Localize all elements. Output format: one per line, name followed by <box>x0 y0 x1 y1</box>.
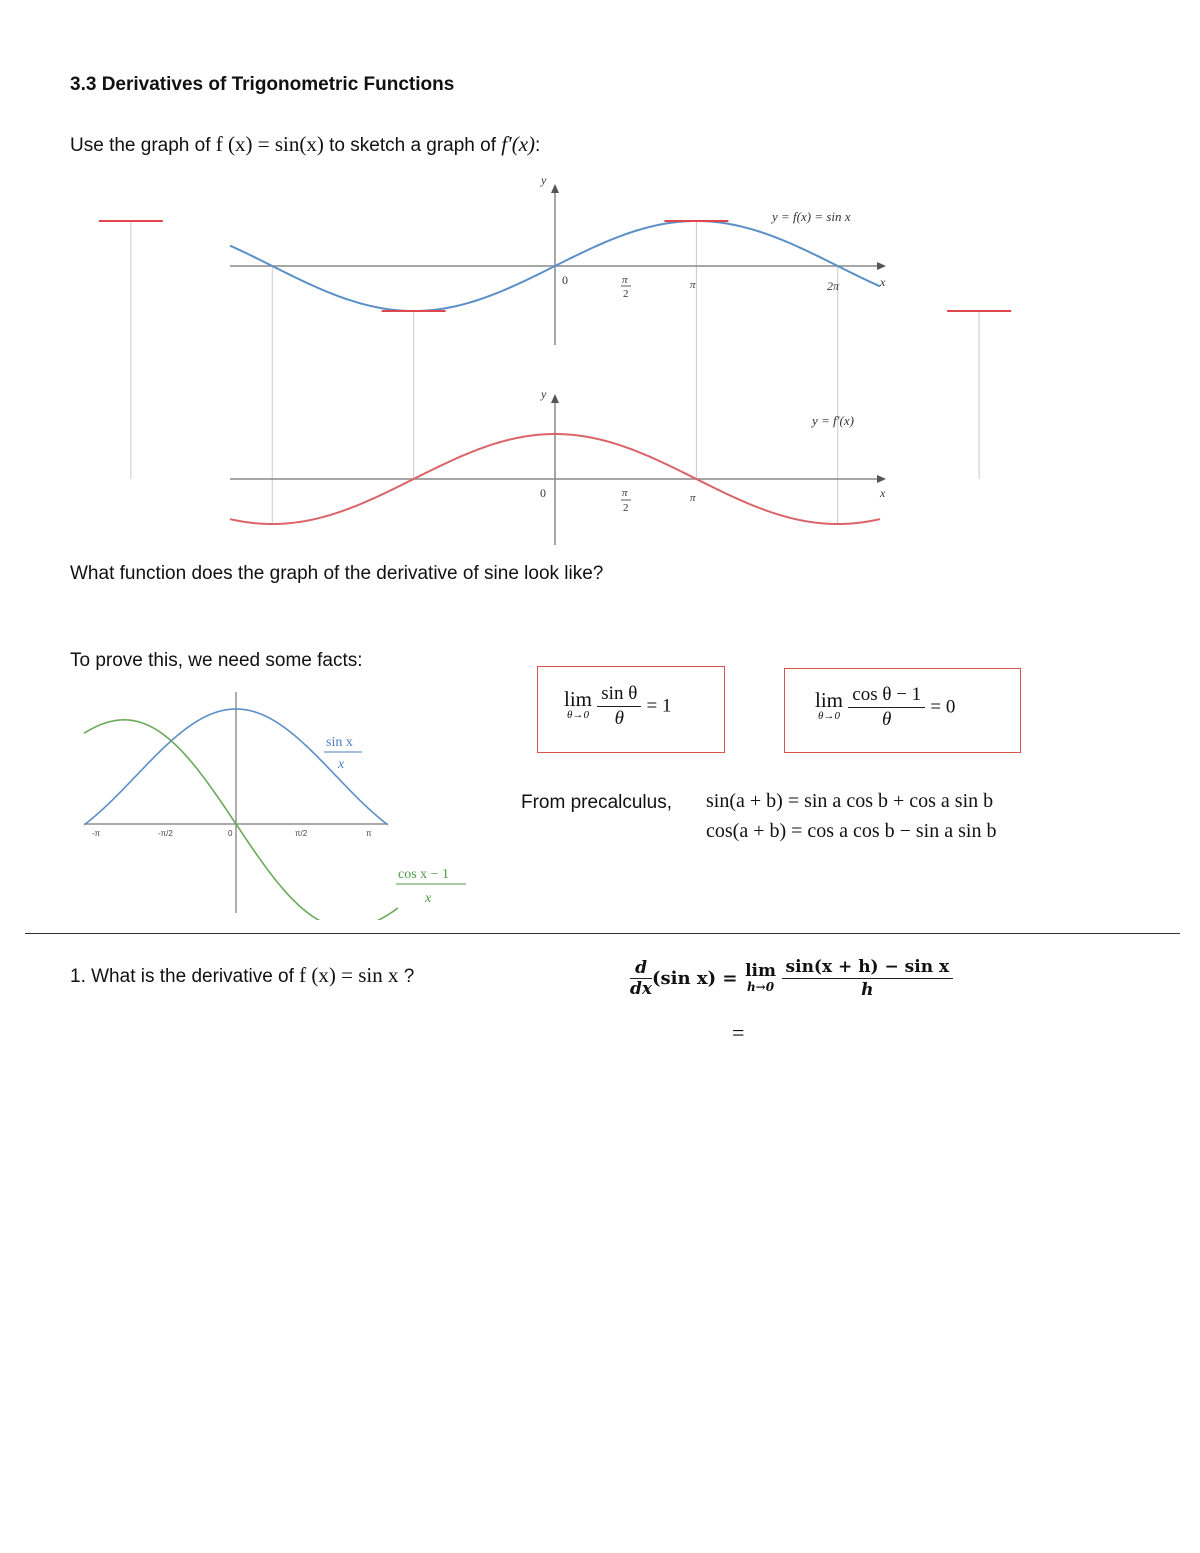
shape-question: What function does the graph of the derivative of sine look like? <box>70 563 604 584</box>
facts-tick-neg-pi-half: -π/2 <box>158 829 173 838</box>
lower-x-arrow <box>877 475 886 483</box>
lower-tick-pi-half-den: 2 <box>623 502 629 514</box>
intro-mid: to sketch a graph of <box>323 135 502 156</box>
cos-over-x-label-num: cos x − 1 <box>398 867 450 882</box>
difference-quotient: $\frac{\text{sin(x + h) − sin x}}{h}$ <box>782 956 954 1001</box>
continuation-equals: = <box>732 1020 745 1045</box>
limit-result: = 1 <box>646 695 672 717</box>
sine-derivative-figure <box>0 0 1200 560</box>
limit-box-sin <box>537 666 725 753</box>
upper-tick-zero: 0 <box>562 273 568 287</box>
upper-tick-pi: π <box>690 279 696 291</box>
identity-sin-sum: sin(a + b) = sin a cos b + cos a sin b <box>706 790 994 812</box>
facts-tick-neg-pi: -π <box>92 829 101 838</box>
intro-fpx: f′(x) <box>501 132 536 156</box>
limit-box-cos <box>784 668 1021 753</box>
upper-y-label: y <box>541 173 547 187</box>
facts-tick-pi: π <box>366 829 372 838</box>
page-title: 3.3 Derivatives of Trigonometric Functions <box>70 74 455 95</box>
intro-fx: f (x) = sin(x) <box>215 132 324 156</box>
upper-tick-pi-half-num: π <box>622 274 628 286</box>
lower-x-label: x <box>880 486 886 500</box>
derivative-argument: (sin x) = <box>652 968 738 989</box>
upper-tick-pi-half-den: 2 <box>623 288 629 300</box>
lower-y-arrow <box>551 394 559 403</box>
limit-result: = 0 <box>930 696 956 718</box>
upper-y-arrow <box>551 184 559 193</box>
limit-operator: lim h→0 <box>745 960 776 994</box>
derivative-curve-label: y = f′(x) <box>812 413 854 428</box>
intro-post: : <box>535 135 541 156</box>
lower-tick-pi: π <box>690 492 696 504</box>
question-1: 1. What is the derivative of f (x) = sin x ? <box>70 963 415 987</box>
limit-functions-graph <box>70 690 470 920</box>
limit-fraction: $\frac{\text{cos θ − 1}}{\theta}$ <box>848 683 925 732</box>
sin-over-x-label-num: sin x <box>326 735 353 750</box>
lower-y-label: y <box>541 387 547 401</box>
lower-tick-zero: 0 <box>540 486 546 500</box>
limit-operator: lim θ→0 <box>815 687 844 722</box>
limit-operator: lim θ→0 <box>564 686 593 721</box>
lower-tick-pi-half-num: π <box>622 487 628 499</box>
limit-fraction: $\frac{\text{sin θ}}{\theta}$ <box>597 682 641 731</box>
identity-cos-sum: cos(a + b) = cos a cos b − sin a sin b <box>706 820 997 842</box>
sine-curve-label: y = f(x) = sin x <box>772 209 851 224</box>
sin-over-x-label-den: x <box>338 757 345 772</box>
intro-pre: Use the graph of <box>70 135 216 156</box>
upper-tick-two-pi: 2π <box>827 279 840 293</box>
d-dx-operator: $\frac{d}{dx}$ <box>630 958 653 999</box>
facts-tick-zero: 0 <box>228 829 233 838</box>
facts-intro: To prove this, we need some facts: <box>70 650 363 671</box>
upper-x-label: x <box>880 275 886 289</box>
lower-axes <box>230 394 886 545</box>
derivative-definition <box>630 956 953 1001</box>
facts-tick-pi-half: π/2 <box>295 829 308 838</box>
cos-over-x-label-den: x <box>425 891 432 906</box>
precalc-label: From precalculus, <box>521 792 672 813</box>
upper-x-arrow <box>877 262 886 270</box>
section-divider <box>25 933 1180 934</box>
